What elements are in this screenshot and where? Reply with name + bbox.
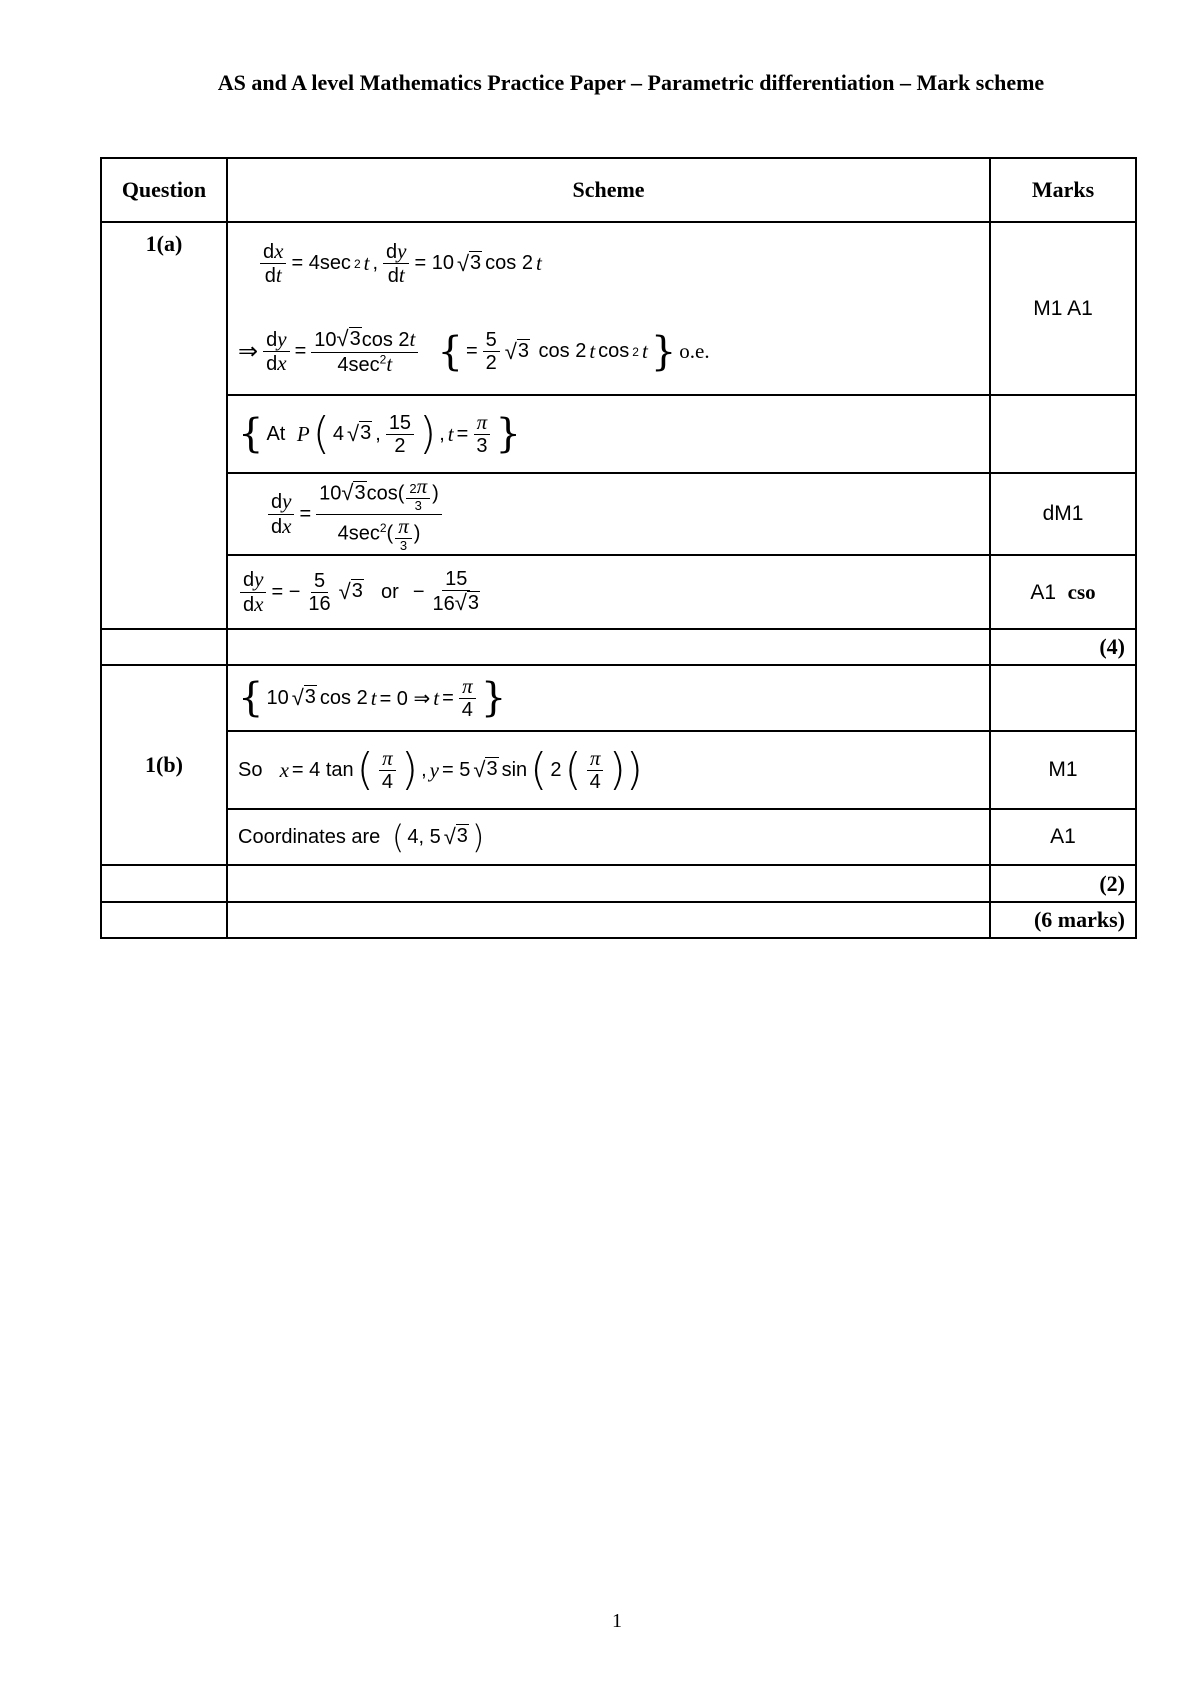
- scheme-point-p: { At P ( 4 √ 3 , $\frac{15}{2}$ ) , t = $\frac{\pi}{3}$ }: [227, 395, 990, 473]
- col-scheme: Scheme: [227, 158, 990, 222]
- table-row: [101, 809, 1136, 865]
- mark-m1-b: M1: [990, 731, 1136, 809]
- page-title: AS and A level Mathematics Practice Paper – Parametric differentiation – Mark scheme: [217, 70, 1045, 95]
- at-text: At: [266, 422, 286, 445]
- question-1b: 1(b): [101, 665, 227, 865]
- table-row: [101, 555, 1136, 629]
- table-row: [101, 629, 1136, 665]
- col-marks: Marks: [990, 158, 1136, 222]
- subtotal-b: (2): [990, 865, 1136, 902]
- oe-text: o.e.: [679, 339, 710, 364]
- mark-a1-cso: A1 cso: [990, 555, 1136, 629]
- header-row: [101, 158, 1136, 222]
- table-row: [101, 902, 1136, 938]
- mark-a1-b: A1: [990, 809, 1136, 865]
- table-row: [101, 222, 1136, 395]
- scheme-xy-values: So x = 4 tan ( $\frac{\pi}{4}$ ) , y = 5 √ 3 sin ( 2 ( $\frac{\pi}{4}$ )): [227, 731, 990, 809]
- table-row: [101, 865, 1136, 902]
- mark-dm1: dM1: [990, 473, 1136, 555]
- mark-scheme-table: [100, 157, 1137, 939]
- table-row: [101, 731, 1136, 809]
- question-1a: 1(a): [101, 222, 227, 629]
- scheme-coordinates: Coordinates are ( 4, 5 √ 3 ): [227, 809, 990, 865]
- so-text: So: [238, 758, 263, 781]
- or-text: or: [380, 580, 399, 603]
- coords-text: Coordinates are: [238, 825, 381, 848]
- col-question: Question: [101, 158, 227, 222]
- scheme-substitution: $\frac{dy}{dx}$ = 10 √ 3 cos( $\frac{2\pi}{3}$ ) $4\sec^2$( $\frac{\pi}{3}$ ): [227, 473, 990, 555]
- scheme-gradient-result: $\frac{dy}{dx}$ = − $\frac{5}{16}$ √ 3 or − 15 16 √ 3: [227, 555, 990, 629]
- subtotal-a: (4): [990, 629, 1136, 665]
- page-number: 1: [612, 1610, 622, 1632]
- scheme-derivatives: $\frac{dx}{dt}$ = 4sec 2 t , $\frac{dy}{dt}$ = 10 √ 3 cos 2 t ⇒ $\frac{dy}{dx}$ = 10 √ 3 cos 2t $4\sec^2t$ { = $\frac{5}{2}$ √ 3 cos 2 t cos 2 t } o.e.: [227, 222, 990, 395]
- table-row: [101, 665, 1136, 731]
- table-row: [101, 473, 1136, 555]
- total-marks: (6 marks): [990, 902, 1136, 938]
- mark-m1-a1: M1 A1: [990, 222, 1136, 395]
- table-row: [101, 395, 1136, 473]
- scheme-solve-t: { 10 √ 3 cos 2 t = 0 ⇒ t = $\frac{\pi}{4}$ }: [227, 665, 990, 731]
